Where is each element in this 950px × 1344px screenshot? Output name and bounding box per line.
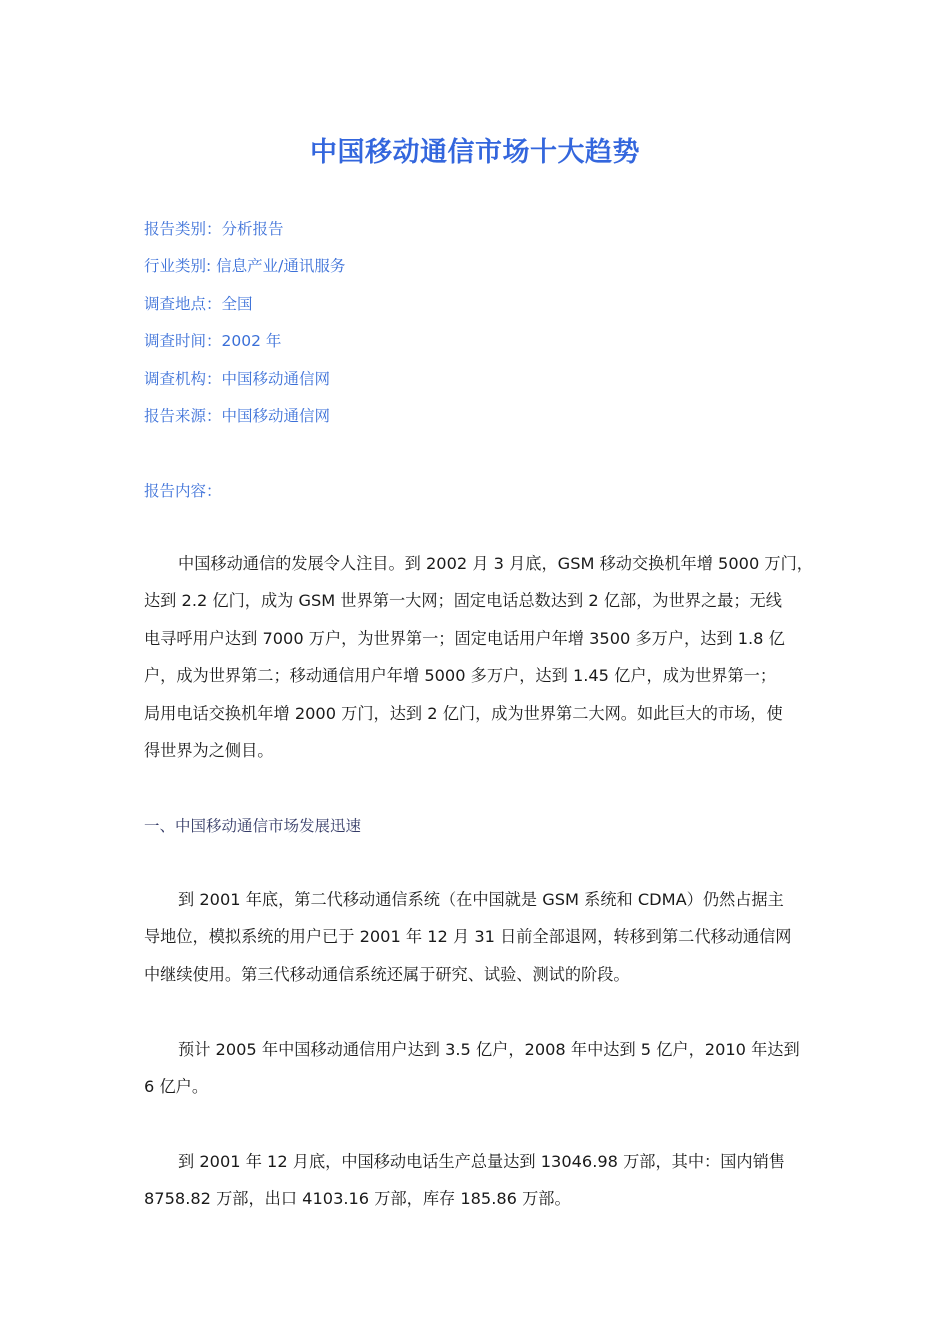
- intro-line: 电寻呼用户达到 7000 万户，为世界第一；固定电话用户年增 3500 多万户，达到 1.8 亿: [144, 628, 785, 648]
- paragraph-line: 6 亿户。: [144, 1077, 209, 1097]
- intro-line: 户，成为世界第二；移动通信用户年增 5000 多万户，达到 1.45 亿户，成为世界第一；: [144, 666, 777, 686]
- report-content-label: 报告内容：: [144, 482, 222, 500]
- body-paragraph-2: [144, 1031, 816, 1106]
- meta-survey-location: 调查地点：全国: [144, 294, 253, 313]
- meta-report-category: 报告类别：分析报告: [144, 220, 284, 238]
- body-paragraph-3: [144, 1143, 816, 1218]
- section-heading: 一、中国移动通信市场发展迅速: [144, 817, 362, 835]
- intro-line: 局用电话交换机年增 2000 万门，达到 2 亿门，成为世界第二大网。如此巨大的市场，使: [144, 703, 783, 723]
- meta-industry-category: 行业类别: 信息产业/通讯服务: [144, 257, 346, 276]
- meta-report-source: 报告来源：中国移动通信网: [144, 406, 331, 425]
- paragraph-line: 到 2001 年 12 月底，中国移动电话生产总量达到 13046.98 万部，其中：国内销售: [178, 1152, 785, 1171]
- paragraph-line: 8758.82 万部，出口 4103.16 万部，库存 185.86 万部。: [144, 1189, 571, 1209]
- intro-line: 得世界为之侧目。: [144, 741, 274, 761]
- meta-survey-time: 调查时间：2002 年: [144, 332, 282, 351]
- report-meta-list: [144, 217, 345, 441]
- paragraph-line: 预计 2005 年中国移动通信用户达到 3.5 亿户，2008 年中达到 5 亿户，2010 年达到: [178, 1040, 800, 1059]
- document-title: 中国移动通信市场十大趋势: [310, 137, 640, 168]
- intro-line: 达到 2.2 亿门，成为 GSM 世界第一大网；固定电话总数达到 2 亿部，为世界之最；无线: [144, 591, 782, 611]
- intro-line: 中国移动通信的发展令人注目。到 2002 月 3 月底，GSM 移动交换机年增 5000 万门，: [178, 554, 813, 573]
- body-paragraph-1: [144, 881, 816, 993]
- paragraph-line: 中继续使用。第三代移动通信系统还属于研究、试验、测试的阶段。: [144, 964, 630, 984]
- intro-paragraph: [144, 545, 816, 769]
- meta-survey-organization: 调查机构：中国移动通信网: [144, 369, 331, 388]
- paragraph-line: 导地位，模拟系统的用户已于 2001 年 12 月 31 日前全部退网，转移到第二代移动通信网: [144, 927, 792, 947]
- paragraph-line: 到 2001 年底，第二代移动通信系统（在中国就是 GSM 系统和 CDMA）仍然占据主: [178, 890, 784, 909]
